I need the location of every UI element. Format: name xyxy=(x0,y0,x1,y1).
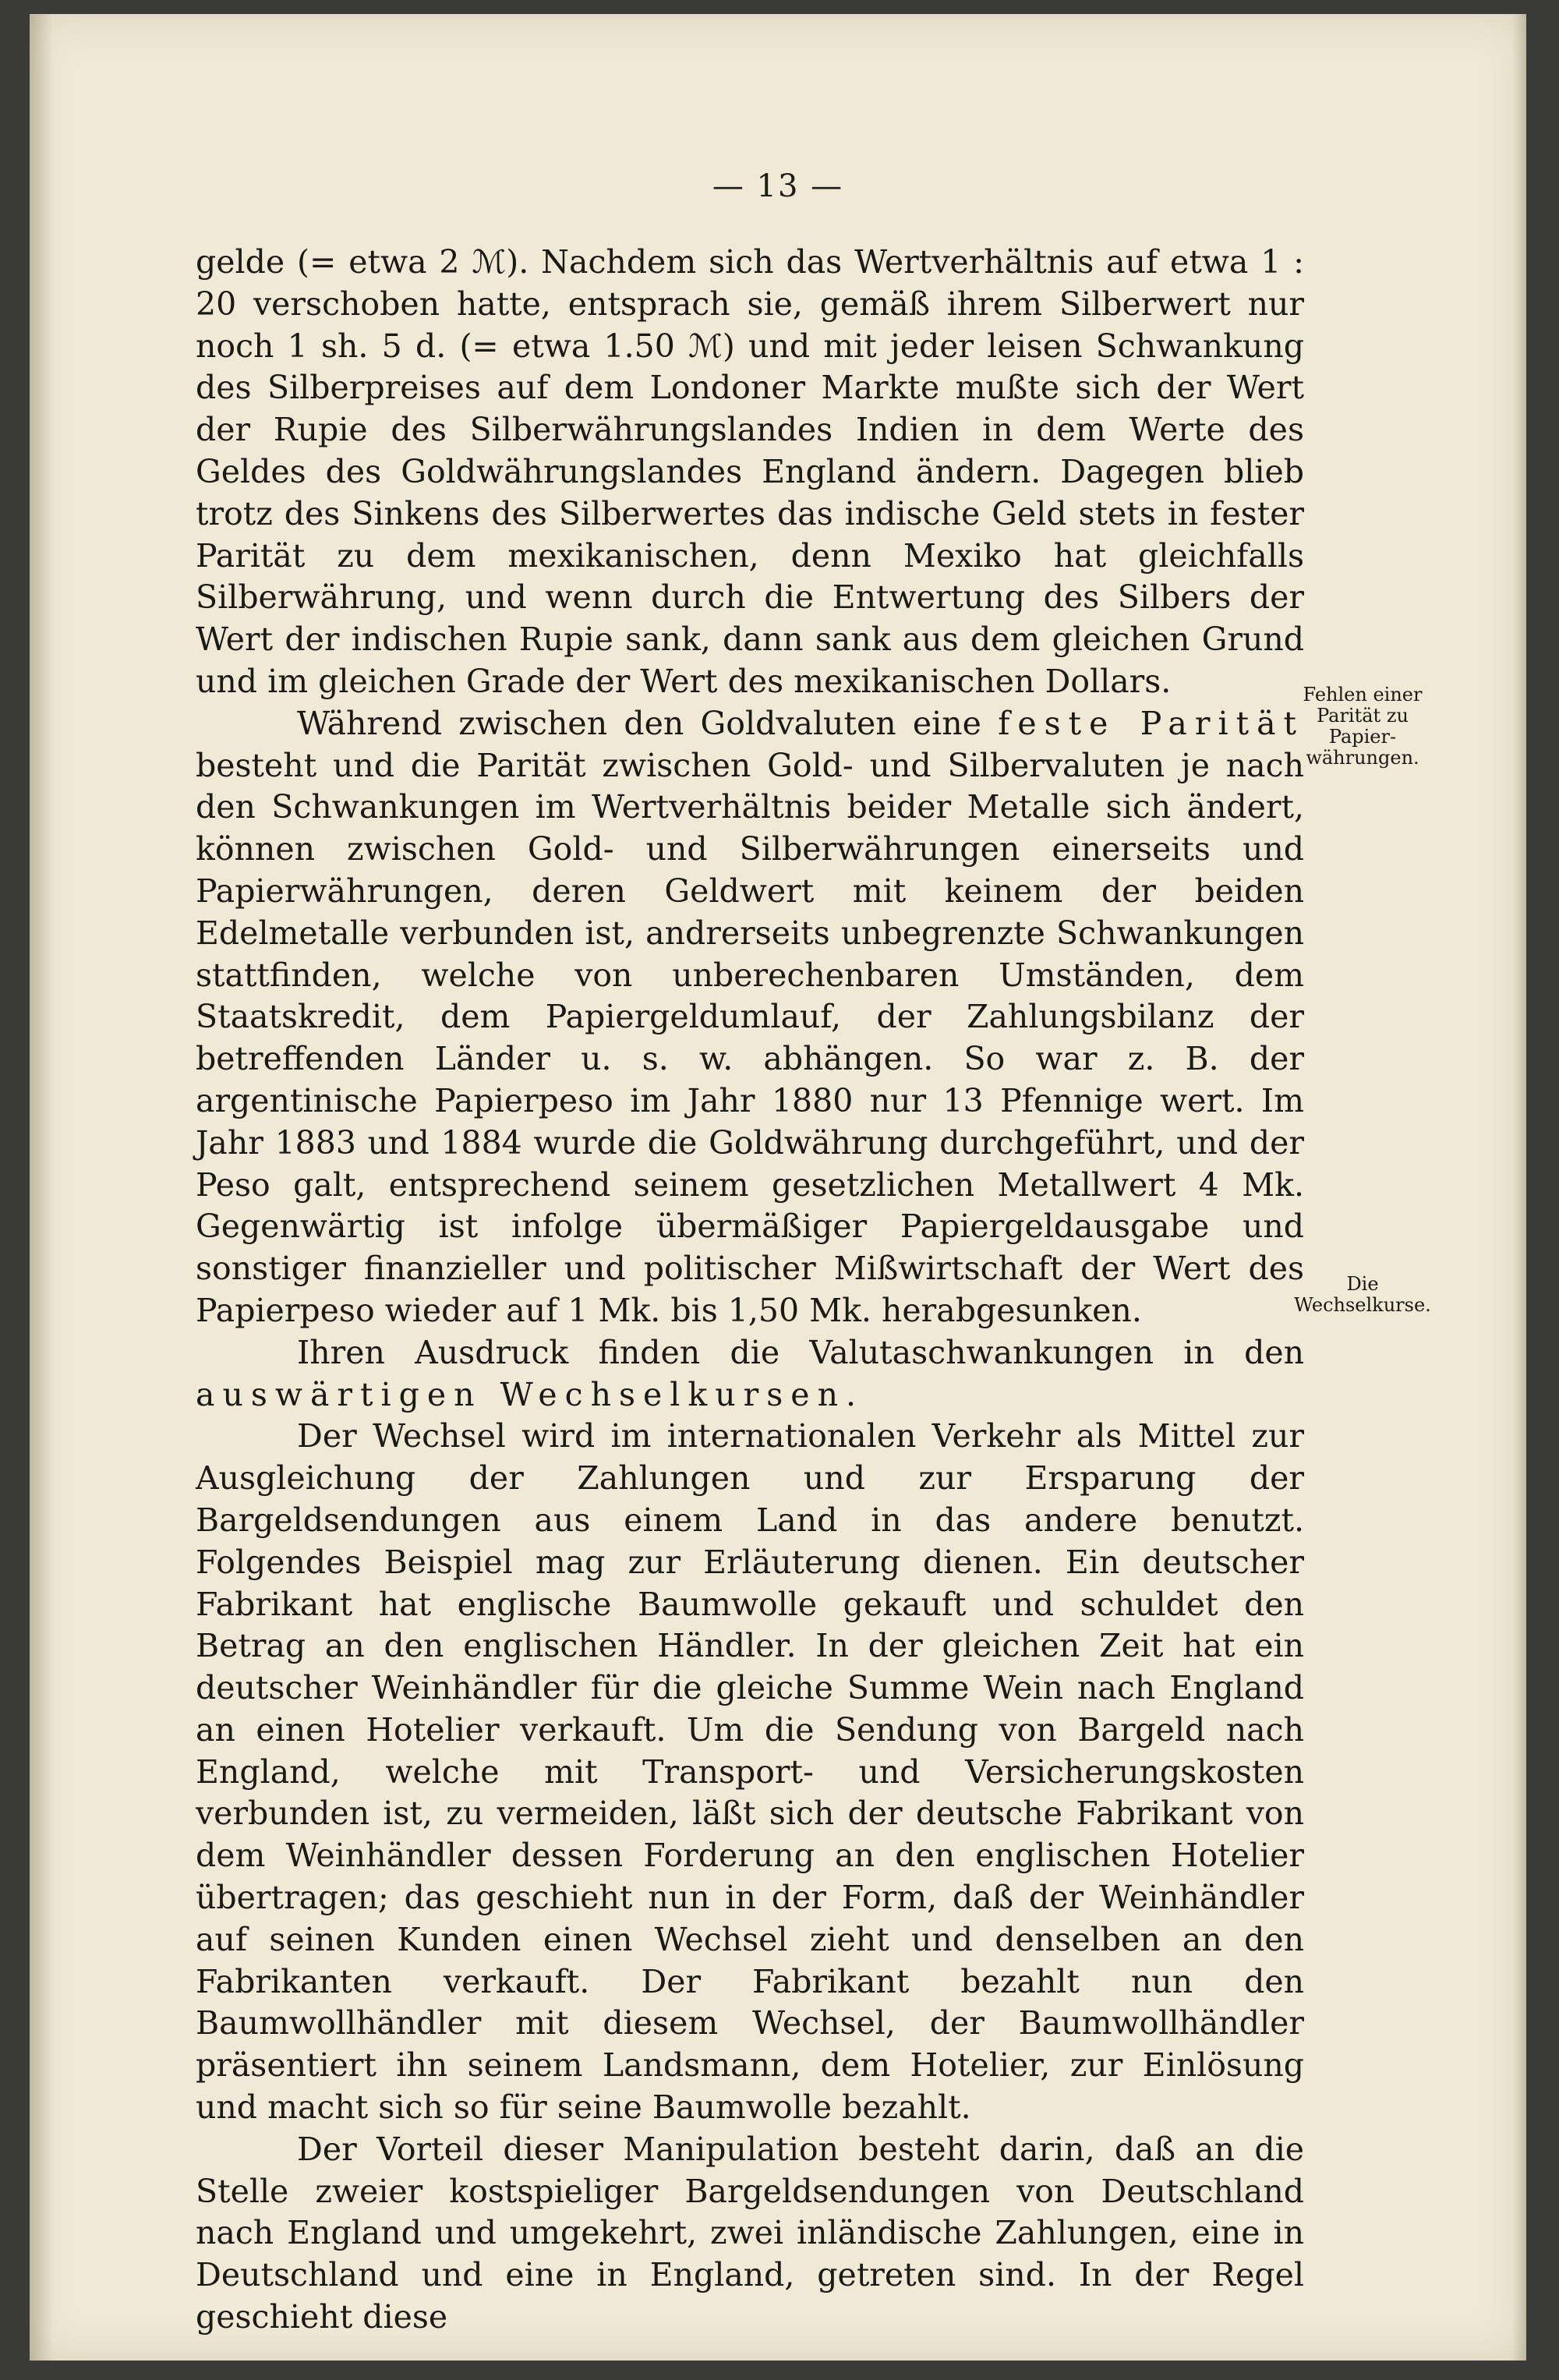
book-page xyxy=(30,14,1526,2361)
paragraph-4: Der Wechsel wird im internationalen Verkehr als Mittel zur Ausgleichung der Zahlungen und zur Ersparung der Bargeldsendungen aus einem Land in das andere benutzt. Folgendes Beispiel mag zur Erläuterung dienen. Ein deutscher Fabrikant hat englische Baumwolle gekauft und schuldet den Betrag an den englischen Händler. In der gleichen Zeit hat ein deutscher Weinhändler für die gleiche Summe Wein nach England an einen Hotelier verkauft. Um die Sendung von Bargeld nach England, welche mit Transport- und Versicherungskosten verbunden ist, zu vermeiden, läßt sich der deutsche Fabrikant von dem Weinhändler dessen Forderung an den englischen Hotelier übertragen; das geschieht nun in der Form, daß der Weinhändler auf seinen Kunden einen Wechsel zieht und denselben an den Fabrikanten verkauft. Der Fabrikant bezahlt nun den Baumwollhändler mit diesem Wechsel, der Baumwollhändler präsentiert ihn seinem Landsmann, dem Hotelier, zur Einlösung und macht sich so für seine Baumwolle bezahlt. xyxy=(196,1417,1304,2127)
margin-note-line: währungen. xyxy=(1306,747,1419,769)
paragraph-3 xyxy=(196,1332,1304,1416)
paragraph-2 xyxy=(196,703,1304,1332)
paragraph-2-rest: besteht und die Parität zwischen Gold- und Silbervaluten je nach den Schwankungen im Wertverhältnis beider Metalle sich ändert, können zwischen Gold- und Silberwährungen einerseits und Papierwährungen, deren Geldwert mit keinem der beiden Edelmetalle verbunden ist, andrerseits unbegrenzte Schwankungen stattfinden, welche von unberechenbaren Umständen, dem Staatskredit, dem Papiergeldumlauf, der Zahlungsbilanz der betreffenden Länder u. s. w. abhängen. So war z. B. der argentinische Papierpeso im Jahr 1880 nur 13 Pfennige wert. Im Jahr 1883 und 1884 wurde die Goldwährung durchgeführt, und der Peso galt, entsprechend seinem gesetzlichen Metallwert 4 Mk. Gegenwärtig ist infolge übermäßiger Papiergeldausgabe und sonstiger finanzieller und politischer Mißwirtschaft der Wert des Papierpeso wieder auf 1 Mk. bis 1,50 Mk. herabgesunken. xyxy=(196,746,1304,1329)
paragraph-2-start: Während zwischen den Goldvaluten eine xyxy=(297,704,999,742)
margin-note-line: Die xyxy=(1346,1273,1379,1295)
margin-note-paritaet xyxy=(1289,684,1437,769)
paragraph-1: gelde (= etwa 2 ℳ). Nachdem sich das Wertverhältnis auf etwa 1 : 20 verschoben hatte, entsprach sie, gemäß ihrem Silberwert nur noch 1 sh. 5 d. (= etwa 1.50 ℳ) und mit jeder leisen Schwankung des Silberpreises auf dem Londoner Markte mußte sich der Wert der Rupie des Silberwährungslandes Indien in dem Werte des Geldes des Goldwährungslandes England ändern. Dagegen blieb trotz des Sinkens des Silberwertes das indische Geld stets in fester Parität zu dem mexikanischen, denn Mexiko hat gleichfalls Silberwährung, und wenn durch die Entwertung des Silbers der Wert der indischen Rupie sank, dann sank aus dem gleichen Grund und im gleichen Grade der Wert des mexikanischen Dollars. xyxy=(196,243,1304,700)
spaced-emphasis-feste-paritaet: feste Parität xyxy=(998,704,1304,742)
margin-note-line: Wechselkurse. xyxy=(1294,1294,1431,1316)
paragraph-3-end: . xyxy=(845,1375,857,1413)
paragraph-5: Der Vorteil dieser Manipulation besteht darin, daß an die Stelle zweier kostspieliger Bargeldsendungen von Deutschland nach England und umgekehrt, zwei inländische Zahlungen, eine in Deutschland und eine in England, getreten sind. In der Regel geschieht diese xyxy=(196,2130,1304,2336)
margin-note-line: Papier- xyxy=(1328,726,1397,748)
gutter-shadow xyxy=(30,14,53,2361)
margin-note-line: Fehlen einer xyxy=(1303,684,1423,706)
margin-note-wechselkurse xyxy=(1289,1274,1437,1316)
spaced-emphasis-wechselkurse: auswärtigen Wechselkursen xyxy=(196,1375,846,1413)
page-number: — 13 — xyxy=(712,168,844,204)
body-text xyxy=(196,242,1304,2339)
paragraph-3-start: Ihren Ausdruck finden die Valutaschwankungen in den xyxy=(297,1333,1304,1371)
margin-note-line: Parität zu xyxy=(1317,705,1409,727)
page-edge-shadow xyxy=(1512,14,1526,2361)
